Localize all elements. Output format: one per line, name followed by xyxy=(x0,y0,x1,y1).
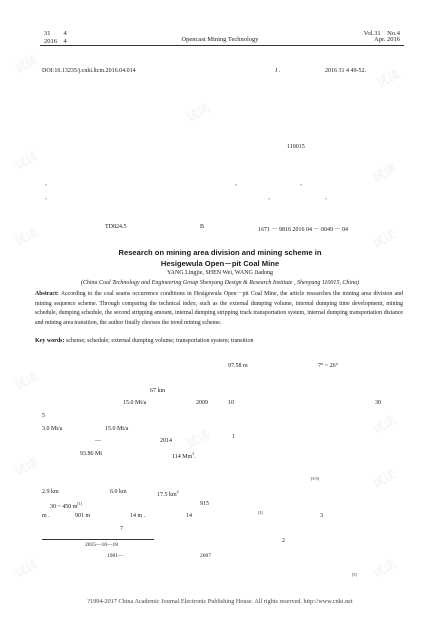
abstract xyxy=(35,290,403,329)
body-fragment: 93.86 Mt xyxy=(80,451,103,457)
watermark: 试读 xyxy=(370,161,399,185)
citation-ref: [3-5] xyxy=(311,476,319,481)
watermark: 试读 xyxy=(12,52,41,76)
copyright-footer: ?1994-2017 China Academic Journal Electronic Publishing House. All rights reserved. http://www.cnki.net xyxy=(87,598,353,605)
body-fragment: 2.9 km xyxy=(42,489,59,495)
keywords xyxy=(35,338,253,344)
title-line-1: Research on mining area division and mining scheme in xyxy=(118,248,322,257)
volume-number: Vol.31 No.4 xyxy=(363,30,400,37)
body-fragment: 7° ~ 26° xyxy=(318,363,339,369)
watermark: 试读 xyxy=(184,427,213,451)
authors: YANG Lingjie, SHEN Wei, WANG Jiadong xyxy=(166,270,274,276)
body-fragment: 7 xyxy=(120,526,123,532)
body-fragment: 14 xyxy=(186,513,192,519)
body-fragment: 17.5 $km^2$ xyxy=(157,489,179,498)
watermark: 试读 xyxy=(370,413,399,437)
body-fragment: 1 xyxy=(232,434,235,440)
citation-ref: [2] xyxy=(258,510,263,515)
body-value: 17.5 km xyxy=(157,492,177,498)
cn-punct: 、 xyxy=(300,181,307,187)
body-fragment: 30 ~ 450 m[1] xyxy=(50,501,83,510)
abstract-text: According to the coal seams occurrence conditions in Hesigewula Open－pit Coal Mine, the article researches the mining area division and mining sequence scheme. Through comparing the technical index, such as the external dumping volume, internal dumping time development, mining schedule, dumping schedule, the second stripping amount, internal dumping stripping truck transportation system, internal dumping transportation distance and mining area transition, the author finally chooses the trend mining scheme. xyxy=(35,291,403,327)
body-fragment: 97.58 m xyxy=(228,363,248,369)
graduation-year: 2007 xyxy=(200,553,211,559)
doi: DOI:10.13235/j.cnki.ltcm.2016.04.014 xyxy=(42,68,136,74)
clc-number: TD824.5 xyxy=(105,224,127,230)
body-fragment: 5 xyxy=(42,413,45,419)
body-fragment: 901 m xyxy=(75,513,91,519)
watermark: 试读 xyxy=(370,227,399,251)
watermark: 试读 xyxy=(370,467,399,491)
body-fragment: 3.0 Mt/a xyxy=(42,426,63,432)
body-fragment: 3 xyxy=(320,513,323,519)
author-birth: 1981— xyxy=(107,553,124,559)
citation-ref: [5] xyxy=(352,572,357,577)
cn-punct: 、 xyxy=(45,195,52,201)
body-fragment: 30 xyxy=(375,400,381,406)
header-rule xyxy=(40,45,404,46)
body-fragment: 2014 xyxy=(160,438,172,444)
title-line-2: Hesigewula Open－pit Coal Mine xyxy=(160,259,280,268)
body-fragment: 15.0 Mt/a xyxy=(105,426,129,432)
footnote-rule xyxy=(42,539,154,540)
doc-code: B xyxy=(200,224,205,230)
citation-pages: 2016 31 4 49-52. xyxy=(325,68,366,74)
watermark: 试读 xyxy=(12,369,41,393)
postcode: 110015 xyxy=(287,144,305,150)
citation-label: J . xyxy=(275,68,281,74)
body-value: 30 ~ 450 m xyxy=(50,504,78,510)
body-fragment: 67 km xyxy=(150,388,166,394)
abstract-label: Abstract: xyxy=(35,291,59,297)
cn-punct: 、 xyxy=(45,181,52,187)
body-fragment: 15.0 Mt/a xyxy=(123,400,147,406)
watermark: 试读 xyxy=(184,101,213,125)
body-fragment: 915 xyxy=(200,501,209,507)
watermark: 试读 xyxy=(12,225,41,249)
cn-punct: 、 xyxy=(268,195,275,201)
body-fragment: 2009 xyxy=(196,400,208,406)
received-date: 2015—10—18 xyxy=(85,542,118,548)
watermark: 试读 xyxy=(12,149,41,173)
keywords-text: scheme; schedule; external dumping volume; transportation system; transition xyxy=(66,338,254,344)
body-fragment: 2 xyxy=(282,538,285,544)
body-fragment: — xyxy=(95,438,101,444)
keywords-label: Key words: xyxy=(35,338,65,344)
cn-punct: 、 xyxy=(235,181,242,187)
watermark: 试读 xyxy=(370,557,399,581)
watermark: 试读 xyxy=(12,557,41,581)
cn-punct: 、 xyxy=(325,195,332,201)
body-fragment: 10 xyxy=(228,400,234,406)
body-fragment: 6.0 km xyxy=(110,489,127,495)
watermark: 试读 xyxy=(184,287,213,311)
issue-cn-bottom: 2016 4 xyxy=(44,38,67,45)
publication-date: Apr. 2016 xyxy=(374,36,400,43)
affiliation: (China Coal Technology and Engineering Group Shenyang Design & Research Institute , Shenyang 110015, China) xyxy=(80,280,360,286)
body-fragment: m . xyxy=(42,513,50,519)
body-value: 114 Mm xyxy=(172,454,193,460)
journal-name: Opencast Mining Technology xyxy=(181,36,259,43)
watermark: 试读 xyxy=(12,455,41,479)
body-fragment: 114 Mm$^3$. xyxy=(172,451,196,460)
watermark: 试读 xyxy=(374,67,403,91)
body-fragment: 14 m . xyxy=(130,513,146,519)
issue-cn-top: 31 4 xyxy=(44,30,67,37)
article-number: 1671 － 9816 2016 04 － 0049 － 04 xyxy=(258,227,349,233)
